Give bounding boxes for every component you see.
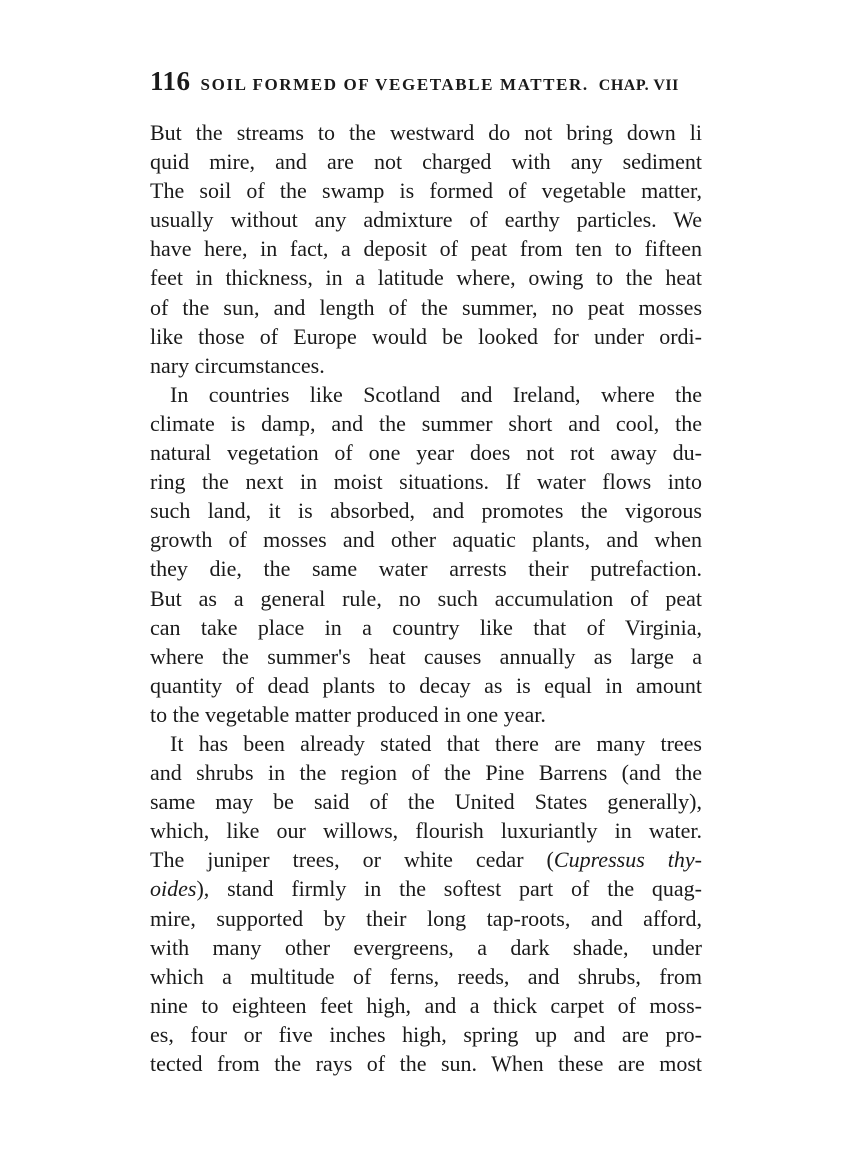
line-text: which a multitude of ferns, reeds, and shrubs, from: [150, 963, 702, 989]
text-line: [150, 671, 702, 700]
text-line: [150, 147, 702, 176]
text-line: [150, 729, 702, 758]
line-text: quantity of dead plants to decay as is equal in amount: [150, 672, 702, 698]
line-text: ), stand firmly in the softest part of the quag-: [196, 876, 702, 902]
text-line: [150, 293, 702, 322]
line-text: But as a general rule, no such accumulation of peat: [150, 585, 702, 611]
line-text: natural vegetation of one year does not rot away du-: [150, 440, 702, 466]
line-text: where the summer's heat causes annually as large a: [150, 643, 702, 669]
chapter-reference: CHAP. VII: [598, 77, 679, 94]
text-line: [150, 962, 702, 991]
text-line: [150, 554, 702, 583]
running-title: SOIL FORMED OF VEGETABLE MATTER.: [200, 75, 589, 94]
text-line: [150, 525, 702, 554]
line-text: nary circumstances.: [150, 352, 325, 378]
italic-term: Cupressus thy-: [553, 847, 702, 873]
text-line: [150, 700, 702, 729]
text-line: [150, 933, 702, 962]
text-line: [150, 409, 702, 438]
line-text: they die, the same water arrests their putrefaction.: [150, 556, 702, 582]
line-text: have here, in fact, a deposit of peat from ten to fifteen: [150, 236, 702, 262]
text-line: [150, 642, 702, 671]
line-text: quid mire, and are not charged with any sediment: [150, 149, 702, 175]
line-text: to the vegetable matter produced in one year.: [150, 701, 546, 727]
text-line: [150, 845, 702, 874]
line-text: climate is damp, and the summer short and cool, the: [150, 410, 702, 436]
line-text: The soil of the swamp is formed of vegetable matter,: [150, 178, 702, 204]
line-text: growth of mosses and other aquatic plants, and when: [150, 527, 702, 553]
line-text: But the streams to the westward do not bring down li: [150, 120, 702, 145]
text-line: [150, 438, 702, 467]
body-text: [150, 118, 702, 1078]
text-line: [150, 904, 702, 933]
running-head: [150, 66, 702, 106]
text-line: [150, 234, 702, 263]
text-line: [150, 991, 702, 1020]
text-line: [150, 613, 702, 642]
line-text: The juniper trees, or white cedar (: [150, 847, 554, 873]
text-line: [150, 758, 702, 787]
text-line: [150, 118, 702, 147]
text-line: [150, 874, 702, 903]
page-number: 116: [150, 66, 191, 96]
line-text: It has been already stated that there are many trees: [170, 730, 702, 756]
line-text: mire, supported by their long tap-roots, and afford,: [150, 905, 702, 931]
italic-term: oides: [150, 876, 197, 902]
text-line: [150, 205, 702, 234]
book-page: [150, 66, 702, 1078]
text-line: [150, 176, 702, 205]
line-text: such land, it is absorbed, and promotes the vigorous: [150, 498, 702, 524]
text-line: [150, 1020, 702, 1049]
text-line: [150, 496, 702, 525]
line-text: which, like our willows, flourish luxuriantly in water.: [150, 818, 702, 844]
line-text: like those of Europe would be looked for under ordi-: [150, 323, 702, 349]
text-line: [150, 1049, 702, 1078]
text-line: [150, 351, 702, 380]
line-text: same may be said of the United States generally),: [150, 789, 702, 815]
line-text: feet in thickness, in a latitude where, owing to the heat: [150, 265, 702, 291]
text-line: [150, 263, 702, 292]
line-text: tected from the rays of the sun. When these are most: [150, 1051, 702, 1076]
text-line: [150, 816, 702, 845]
text-line: [150, 380, 702, 409]
line-text: of the sun, and length of the summer, no peat mosses: [150, 294, 702, 320]
text-line: [150, 787, 702, 816]
line-text: In countries like Scotland and Ireland, where the: [170, 381, 702, 407]
line-text: es, four or five inches high, spring up and are pro-: [150, 1021, 702, 1047]
line-text: nine to eighteen feet high, and a thick carpet of moss-: [150, 992, 702, 1018]
line-text: can take place in a country like that of Virginia,: [150, 614, 702, 640]
line-text: and shrubs in the region of the Pine Barrens (and the: [150, 760, 702, 786]
line-text: ring the next in moist situations. If water flows into: [150, 469, 702, 495]
line-text: with many other evergreens, a dark shade, under: [150, 934, 702, 960]
text-line: [150, 322, 702, 351]
text-line: [150, 584, 702, 613]
line-text: usually without any admixture of earthy particles. We: [150, 207, 702, 233]
text-line: [150, 467, 702, 496]
